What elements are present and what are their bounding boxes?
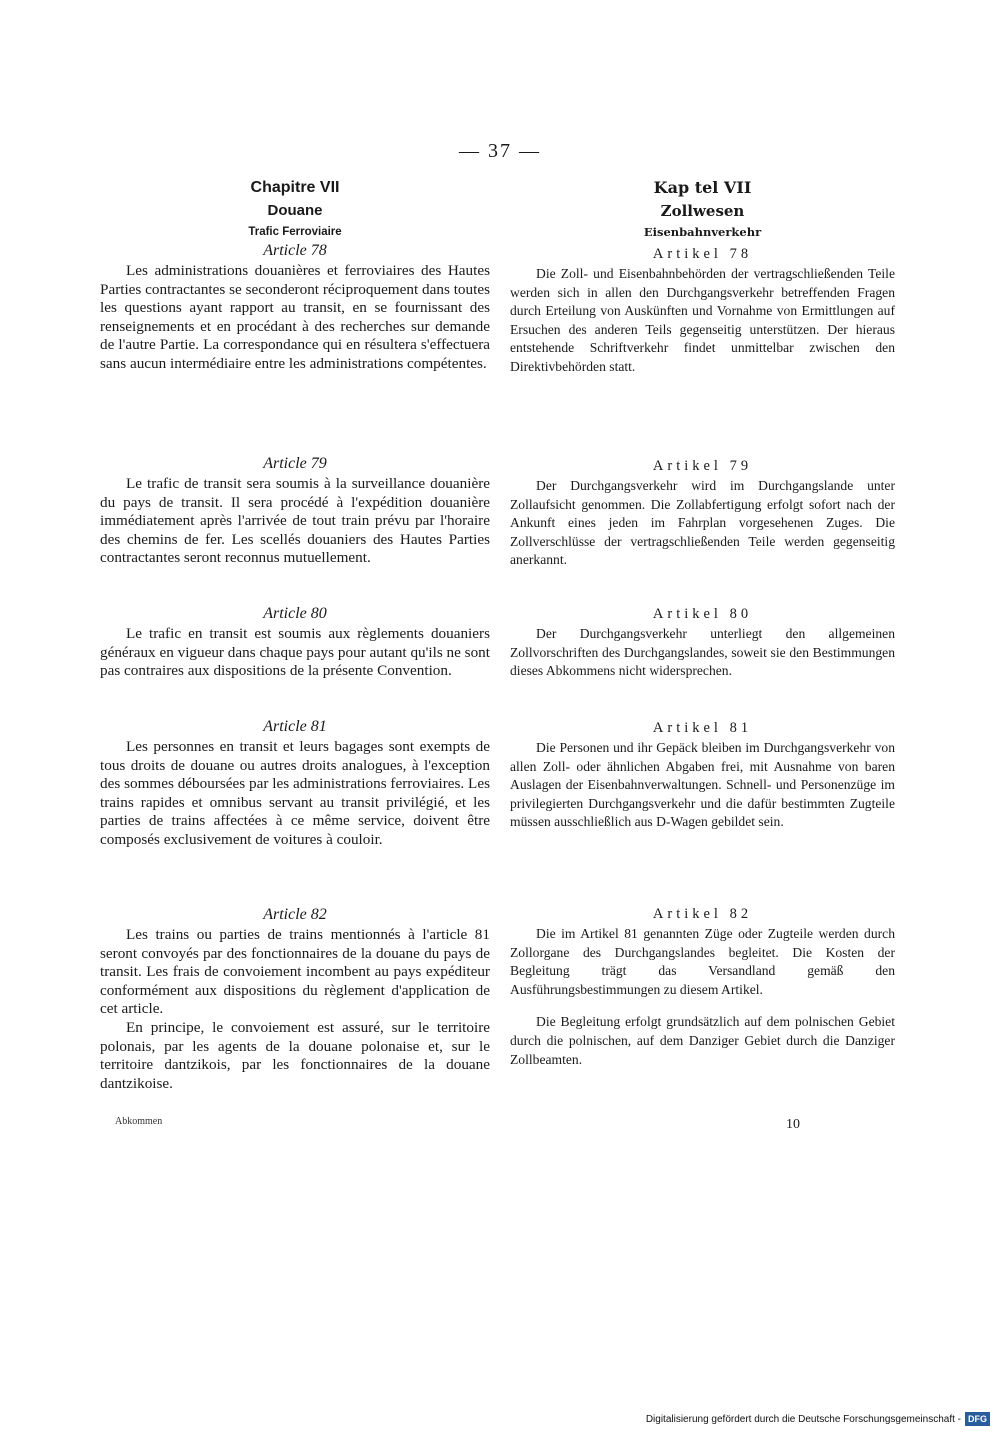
credit-text: Digitalisierung gefördert durch die Deutsche Forschungsgemeinschaft - xyxy=(645,1413,961,1425)
article-paragraph: Die im Artikel 81 genannten Züge oder Zugteile werden durch Zollorgane des Durchgangslandes begleitet. Die Kosten der Begleitung trägt das Versandland gemäß den Ausführungsbestimmungen zu diesem Artikel. xyxy=(510,926,895,997)
german-article-79 xyxy=(510,455,895,570)
french-article-82 xyxy=(100,904,490,1093)
article-paragraph: Der Durchgangsverkehr unterliegt den allgemeinen Zollvorschriften des Durchgangslandes, soweit sie den Bestimmungen dieses Abkommens nicht widersprechen. xyxy=(510,626,895,679)
german-article-78 xyxy=(510,243,895,377)
article-paragraph: En principe, le convoiement est assuré, sur le territoire polonais, par les agents de la douane polonaise et, sur le territoire dantzikois, par les fonctionnaires de la douane dantzikoise. xyxy=(100,1018,490,1092)
german-article-81 xyxy=(510,717,895,832)
article-paragraph: Der Durchgangsverkehr wird im Durchgangslande unter Zollaufsicht genommen. Die Zollabfertigung erfolgt sofort nach der Ankunft eines jeden im Fahrplan vorgesehenen Zuges. Die Zollverschlüsse der vertragschließenden Teile werden gegenseitig anerkannt. xyxy=(510,478,895,568)
german-chapter-title: Kap tel VII xyxy=(653,178,752,197)
footer-sheet-number: 10 xyxy=(786,1117,800,1132)
article-heading: Artikel 79 xyxy=(652,458,753,474)
article-heading: Article 82 xyxy=(263,906,327,923)
article-heading: Article 79 xyxy=(263,455,327,472)
article-paragraph: Die Personen und ihr Gepäck bleiben im Durchgangsverkehr von allen Zoll- oder ähnlichen Abgaben frei, mit Ausnahme von baren Auslagen der Eisenbahnverwaltungen. Schnell- und Personenzüge im privilegierten Durchgangsverkehr und die dafür bestimmten Zugteile müssen ausschließlich aus D-Wagen gebildet sein. xyxy=(510,740,895,830)
article-paragraph: Les trains ou parties de trains mentionnés à l'article 81 seront convoyés par des fonctionnaires de la douane du pays de transit. Les frais de convoiement incombent au pays expéditeur conformément aux dispositions du règlement d'application de cet article. xyxy=(100,926,490,1018)
french-article-79 xyxy=(100,453,490,568)
french-chapter-subtitle: Douane xyxy=(267,202,323,219)
german-article-80 xyxy=(510,603,895,681)
article-heading: Article 81 xyxy=(263,718,327,735)
french-article-81 xyxy=(100,716,490,850)
german-article-82 xyxy=(510,903,895,1069)
article-paragraph: Die Begleitung erfolgt grundsätzlich auf dem polnischen Gebiet durch die polnischen, auf dem Danziger Gebiet durch die Danziger Zollbeamten. xyxy=(510,1014,895,1067)
footer-signature-mark: Abkommen xyxy=(115,1116,163,1127)
article-paragraph: Le trafic en transit est soumis aux règlements douaniers généraux en vigueur dans chaque pays pour autant qu'ils ne sont pas contraires aux dispositions de la présente Convention. xyxy=(100,625,490,680)
article-paragraph: Le trafic de transit sera soumis à la surveillance douanière du pays de transit. Il sera procédé à l'expédition douanière immédiatement après l'arrivée de tout train prévu par l'horaire des chemins de fer. Les scellés douaniers des Hautes Parties contractantes seront reconnus mutuellement. xyxy=(100,475,490,567)
french-column xyxy=(100,175,490,1092)
french-chapter-title: Chapitre VII xyxy=(250,179,340,196)
article-heading: Artikel 78 xyxy=(652,246,753,262)
french-chapter-heading xyxy=(100,175,490,242)
article-heading: Artikel 82 xyxy=(652,906,753,922)
french-chapter-subsubtitle: Trafic Ferroviaire xyxy=(248,226,342,238)
dfg-logo: DFG xyxy=(965,1412,990,1426)
german-chapter-heading xyxy=(510,175,895,242)
french-article-78 xyxy=(100,240,490,374)
article-paragraph: Les personnes en transit et leurs bagages sont exempts de tous droits de douane ou autres droits analogues, à l'exception des sommes déboursées par les administrations ferroviaires. Les trains rapides et omnibus servant au transit privilégié, et les parties de trains affectées à ce même service, doivent être composés exclusivement de voitures à couloir. xyxy=(100,738,490,848)
page-number: — 37 — xyxy=(459,140,541,162)
german-chapter-subsubtitle: Eisenbahnverkehr xyxy=(643,225,762,239)
article-heading: Artikel 80 xyxy=(652,606,753,622)
french-article-80 xyxy=(100,603,490,681)
german-chapter-subtitle: Zollwesen xyxy=(660,202,745,220)
article-heading: Article 78 xyxy=(263,242,327,259)
german-column xyxy=(510,175,895,1067)
article-heading: Article 80 xyxy=(263,605,327,622)
digitization-credit xyxy=(646,1412,990,1426)
article-paragraph: Die Zoll- und Eisenbahnbehörden der vertragschließenden Teile werden sich in allen den Durchgangsverkehr betreffenden Fragen durch Erteilung von Auskünften und Vornahme von Ermittlungen auf Ersuchen des anderen Teils gegenseitig unterstützen. Der hieraus entstehende Schriftverkehr findet unmittelbar zwischen den Direktivbehörden statt. xyxy=(510,266,895,374)
article-heading: Artikel 81 xyxy=(652,720,753,736)
article-paragraph: Les administrations douanières et ferroviaires des Hautes Parties contractantes se seconderont réciproquement dans toutes les questions ayant rapport au transit, en se fournissant des renseignements et en procédant à des recherches sur demande de l'autre Partie. La correspondance qui en résultera s'effectuera sans aucun intermédiaire entre les administrations compétentes. xyxy=(100,262,490,372)
